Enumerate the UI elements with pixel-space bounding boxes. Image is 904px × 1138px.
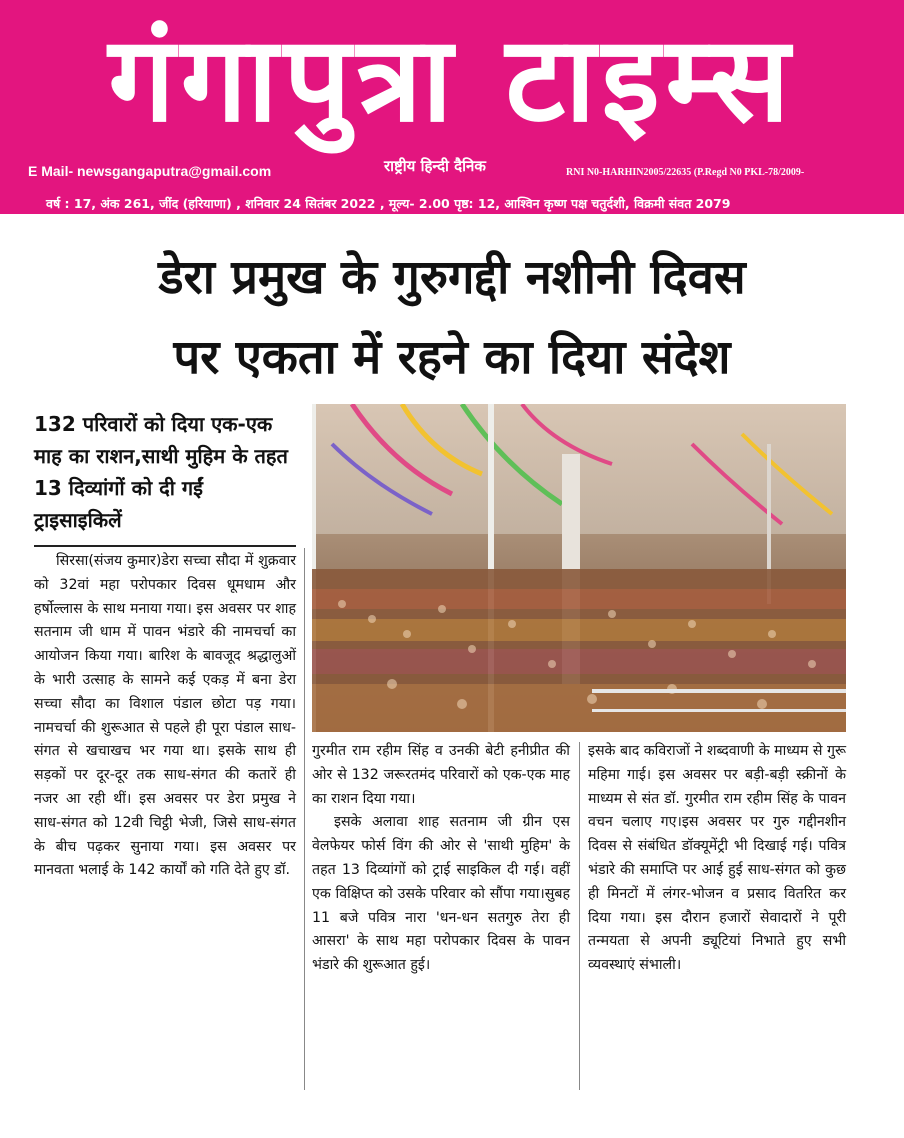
article-column-1 — [34, 550, 296, 883]
masthead-dateline: वर्ष : 17, अंक 261, जींद (हरियाणा) , शनिवार 24 सितंबर 2022 , मूल्य- 2.00 पृष्ठ: 12, आश्विन कृष्ण पक्ष चतुर्दशी, विक्रमी संवत 2079 — [46, 196, 731, 211]
masthead — [0, 0, 904, 214]
masthead-tagline: राष्ट्रीय हिन्दी दैनिक — [384, 157, 486, 175]
article-column-3 — [588, 740, 846, 978]
headline-line-1: डेरा प्रमुख के गुरुगद्दी नशीनी दिवस — [158, 250, 746, 305]
crowd-photo-illustration — [312, 404, 846, 732]
article-paragraph: सिरसा(संजय कुमार)डेरा सच्चा सौदा में शुक्रवार को 32वां महा परोपकार दिवस धूमधाम और हर्षोल्लास के साथ मनाया गया। इस अवसर पर शाह सतनाम जी धाम में पावन भंडारे की नामचर्चा का आयोजन किया गया। बारिश के बावजूद श्रद्धालुओं के भारी उत्साह के सामने कई एकड़ में बना डेरा सच्चा सौदा का विशाल पंडाल छोटा पड़ गया। नामचर्चा की शुरूआत से पहले ही पूरा पंडाल साध-संगत से खचाखच भर गया था। इसके साथ ही सड़कों पर दूर-दूर तक साध-संगत की कतारें ही नजर आ रही थीं। इस अवसर पर डेरा प्रमुख ने साध-संगत को 12वी चिट्ठी भेजी, जिसे साध-संगत के बीच पढ़कर सुनाया गया। इस अवसर पर मानवता भलाई के 142 कार्यों को गति देते हुए डॉ. — [34, 553, 296, 879]
masthead-email: E Mail- newsgangaputra@gmail.com — [28, 163, 272, 179]
article-paragraph: इसके अलावा शाह सतनाम जी ग्रीन एस वेलफेयर फोर्स विंग की ओर से 'साथी मुहिम' के तहत 13 दिव्यांगों को ट्राई साइकिल दी गई। वहीं एक विक्षिप्त को उसके परिवार को सौंपा गया।सुबह 11 बजे पवित्र नारा 'धन-धन सतगुरु तेरा ही आसरा' के साथ महा परोपकार दिवस के पावन भंडारे की शुरूआत हुई। — [312, 814, 570, 974]
article-subheadline: 132 परिवारों को दिया एक-एक माह का राशन,साथी मुहिम के तहत 13 दिव्यांगों को दी गईं ट्राइसाइकिलें — [34, 412, 288, 532]
column-divider — [304, 548, 305, 1090]
subhead-divider — [34, 545, 296, 547]
article-column-2 — [312, 740, 570, 978]
article-headline — [40, 238, 864, 398]
masthead-rni: RNI N0-HARHIN2005/22635 (P.Regd N0 PKL-78/2009- — [566, 167, 805, 178]
newspaper-title: गंगापुत्रा टाइम्स — [108, 10, 796, 148]
article-paragraph: इसके बाद कविराजों ने शब्दवाणी के माध्यम से गुरू महिमा गाई। इस अवसर पर बड़ी-बड़ी स्क्रीनों के माध्यम से संत डॉ. गुरमीत राम रहीम सिंह के पावन वचन चलाए गए।इस अवसर पर गुरु गद्दीनशीन दिवस से संबंधित डॉक्यूमेंट्री भी दिखाई गई। पवित्र भंडारे की समाप्ति पर आई हुई साध-संगत को कुछ ही मिनटों में लंगर-भोजन व प्रसाद वितरित कर दिया गया। इस दौरान हजारों सेवादारों ने पूरी तन्मयता से अपनी ड्यूटियां निभाते हुए सभी व्यवस्थाएं संभाली। — [588, 743, 846, 974]
headline-line-2: पर एकता में रहने का दिया संदेश — [173, 330, 731, 385]
event-crowd-photo — [312, 404, 846, 732]
article-paragraph: गुरमीत राम रहीम सिंह व उनकी बेटी हनीप्रीत की ओर से 132 जरूरतमंद परिवारों को एक-एक माह का राशन दिया गया। — [312, 743, 570, 807]
column-divider — [579, 742, 580, 1090]
